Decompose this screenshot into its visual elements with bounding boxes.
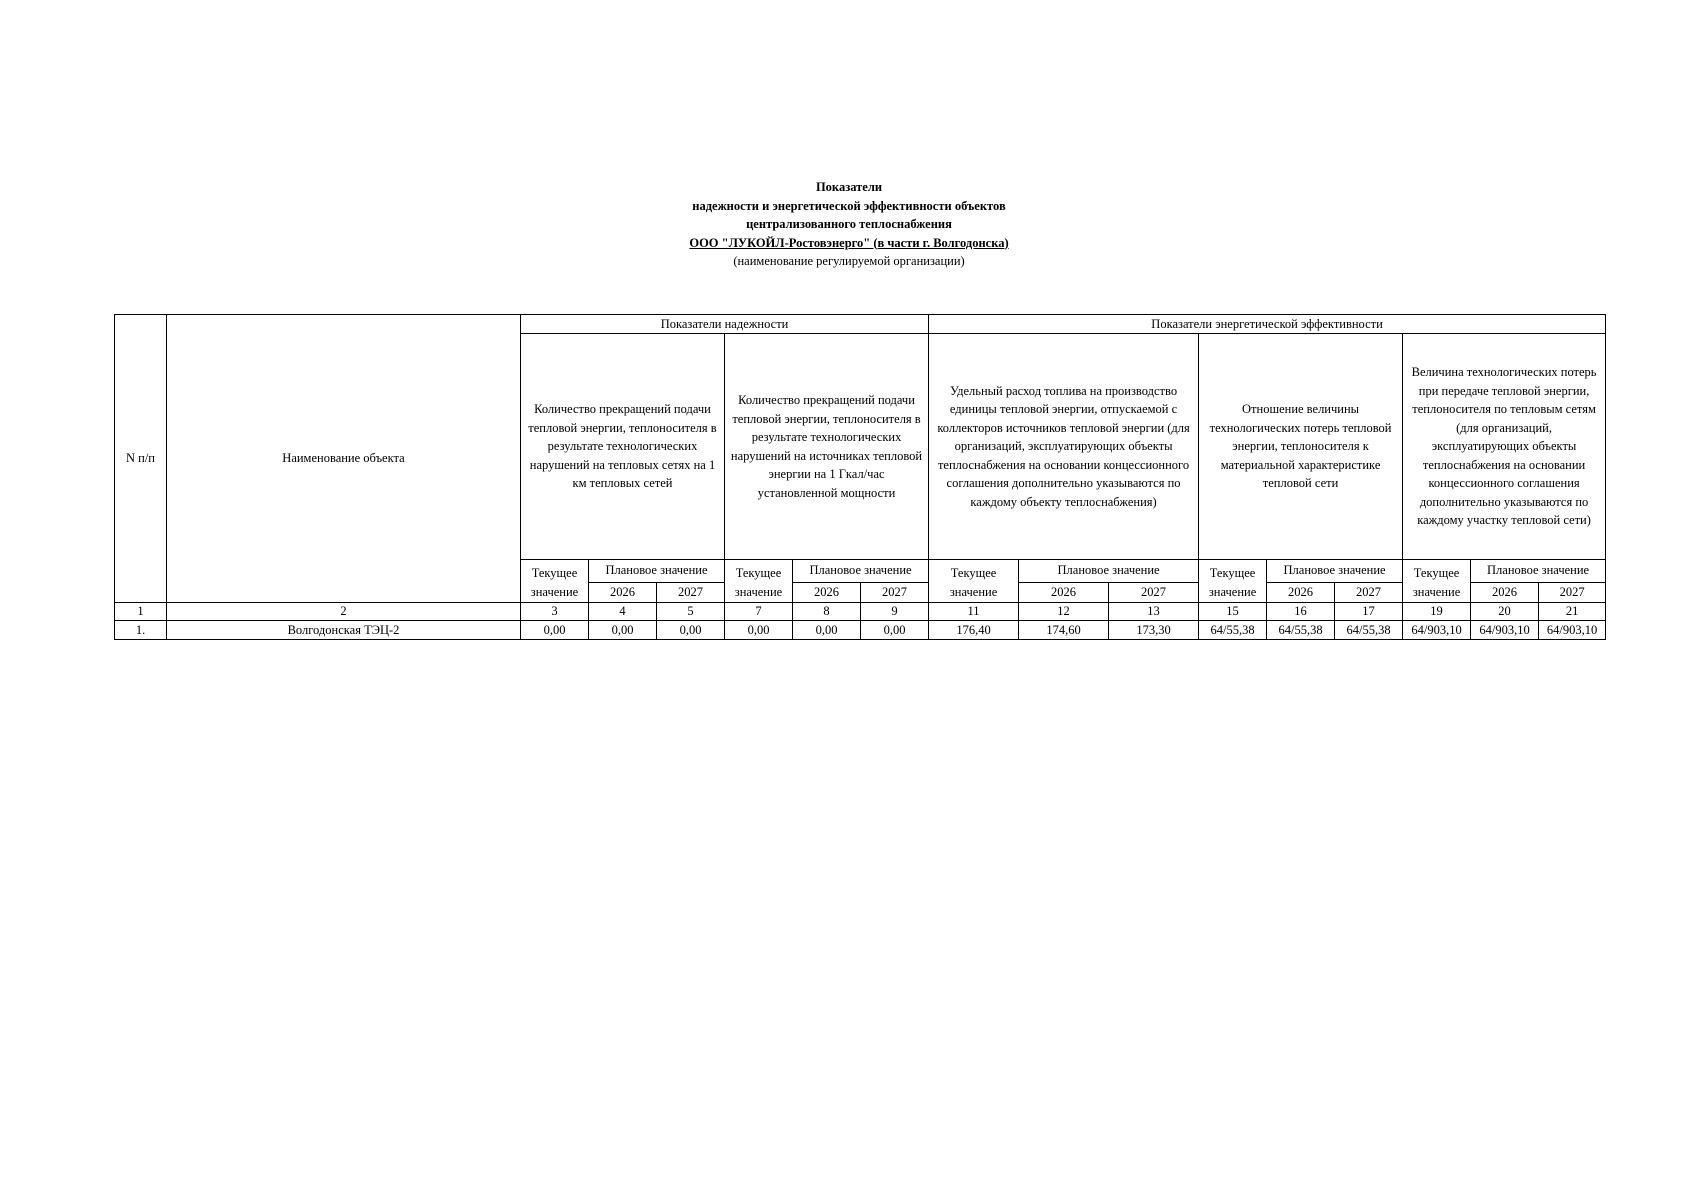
year-header: 2026: [589, 582, 657, 602]
heading-line-2: надежности и энергетической эффективности объектов: [692, 198, 1006, 213]
year-header: 2026: [1019, 582, 1109, 602]
table-cell: 0,00: [589, 621, 657, 640]
indicator-2-description: Количество прекращений подачи тепловой энергии, теплоносителя в результате технологических нарушений на источниках тепловой энергии на 1 Гкал/час установленной мощности: [725, 334, 929, 560]
col-np-header: N п/п: [115, 315, 167, 603]
group-efficiency-header: Показатели энергетической эффективности: [929, 315, 1606, 334]
current-value-header: Текущее значение: [1199, 560, 1267, 603]
header-row-groups: [115, 315, 1606, 334]
table-cell: 0,00: [793, 621, 861, 640]
column-number-row: [115, 603, 1606, 621]
current-value-header: Текущее значение: [929, 560, 1019, 603]
planned-value-header: Плановое значение: [1471, 560, 1606, 583]
table-cell: 0,00: [725, 621, 793, 640]
indicator-1-description: Количество прекращений подачи тепловой энергии, теплоносителя в результате технологических нарушений на тепловых сетях на 1 км тепловых сетей: [521, 334, 725, 560]
table-cell: 64/903,10: [1403, 621, 1471, 640]
year-header: 2027: [1109, 582, 1199, 602]
year-header: 2026: [1471, 582, 1539, 602]
current-value-header: Текущее значение: [725, 560, 793, 603]
planned-value-header: Плановое значение: [1267, 560, 1403, 583]
indicators-table: [114, 314, 1606, 640]
table-cell: 0,00: [521, 621, 589, 640]
column-number: 12: [1019, 603, 1109, 621]
group-reliability-header: Показатели надежности: [521, 315, 929, 334]
document-heading: [0, 178, 1698, 271]
column-number: 19: [1403, 603, 1471, 621]
organization-name: ООО "ЛУКОЙЛ-Ростовэнерго" (в части г. Волгодонска): [689, 235, 1009, 250]
column-number: 13: [1109, 603, 1199, 621]
object-name: Волгодонская ТЭЦ-2: [167, 621, 521, 640]
table-cell: 0,00: [861, 621, 929, 640]
organization-caption: (наименование регулируемой организации): [733, 254, 965, 268]
year-header: 2027: [1539, 582, 1606, 602]
current-value-header: Текущее значение: [1403, 560, 1471, 603]
indicator-4-description: Отношение величины технологических потерь тепловой энергии, теплоносителя к материальной характеристике тепловой сети: [1199, 334, 1403, 560]
column-number: 8: [793, 603, 861, 621]
column-number: 15: [1199, 603, 1267, 621]
table-row: [115, 621, 1606, 640]
heading-line-3: централизованного теплоснабжения: [746, 217, 952, 231]
table-cell: 0,00: [657, 621, 725, 640]
column-number: 9: [861, 603, 929, 621]
column-number: 4: [589, 603, 657, 621]
column-number: 3: [521, 603, 589, 621]
column-number: 7: [725, 603, 793, 621]
year-header: 2027: [1335, 582, 1403, 602]
table-cell: 176,40: [929, 621, 1019, 640]
planned-value-header: Плановое значение: [1019, 560, 1199, 583]
column-number: 11: [929, 603, 1019, 621]
column-number: 2: [167, 603, 521, 621]
planned-value-header: Плановое значение: [589, 560, 725, 583]
indicator-5-description: Величина технологических потерь при передаче тепловой энергии, теплоносителя по тепловым сетям (для организаций, эксплуатирующих объекты теплоснабжения на основании концессионного соглашения дополнительно указываются по каждому участку тепловой сети): [1403, 334, 1606, 560]
row-number: 1.: [115, 621, 167, 640]
column-number: 16: [1267, 603, 1335, 621]
column-number: 1: [115, 603, 167, 621]
column-number: 21: [1539, 603, 1606, 621]
indicator-3-description: Удельный расход топлива на производство единицы тепловой энергии, отпускаемой с коллекторов источников тепловой энергии (для организаций, эксплуатирующих объекты теплоснабжения на основании концессионного соглашения дополнительно указываются по каждому объекту теплоснабжения): [929, 334, 1199, 560]
table-cell: 64/903,10: [1539, 621, 1606, 640]
table-cell: 174,60: [1019, 621, 1109, 640]
year-header: 2026: [793, 582, 861, 602]
planned-value-header: Плановое значение: [793, 560, 929, 583]
column-number: 20: [1471, 603, 1539, 621]
year-header: 2026: [1267, 582, 1335, 602]
column-number: 17: [1335, 603, 1403, 621]
table-cell: 64/55,38: [1267, 621, 1335, 640]
year-header: 2027: [861, 582, 929, 602]
table-cell: 64/55,38: [1335, 621, 1403, 640]
column-number: 5: [657, 603, 725, 621]
year-header: 2027: [657, 582, 725, 602]
col-name-header: Наименование объекта: [167, 315, 521, 603]
table-cell: 64/903,10: [1471, 621, 1539, 640]
table-cell: 173,30: [1109, 621, 1199, 640]
current-value-header: Текущее значение: [521, 560, 589, 603]
table-cell: 64/55,38: [1199, 621, 1267, 640]
heading-title: Показатели: [815, 180, 883, 194]
